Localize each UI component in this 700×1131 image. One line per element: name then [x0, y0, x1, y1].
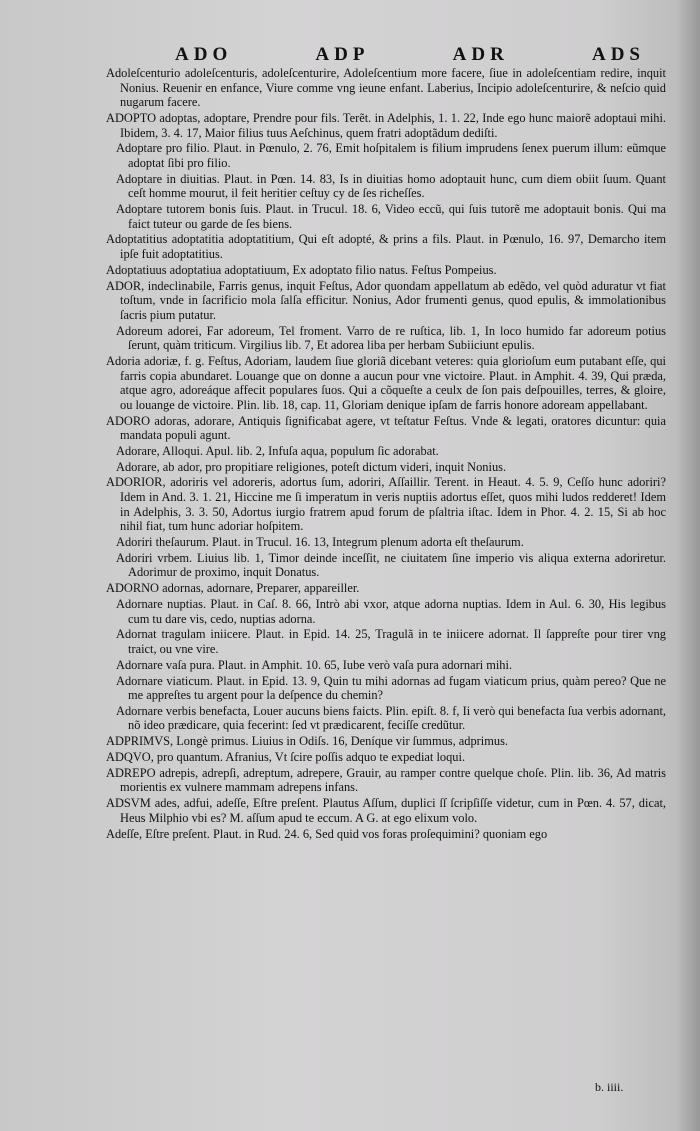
- dictionary-entry: Adorare, Alloqui. Apul. lib. 2, Infuſa aqua, populum ſic adorabat.: [116, 443, 439, 458]
- dictionary-entry: Adoriri theſaurum. Plaut. in Trucul. 16. 13, Integrum plenum adorta eſt theſaurum.: [116, 535, 524, 550]
- dictionary-entry: Adoleſcenturio adoleſcenturis, adoleſcenturire, Adoleſcentium more facere, ſiue in adoleſcentiam redire, inquit Nonius. Reuenir en enfance, Viure comme vng ieune enfant. Laberius, Incipio adoleſcenturire, & neſcio quid nugarum facere.: [106, 66, 666, 110]
- running-head-word: ADP: [315, 44, 370, 65]
- dictionary-entry: ADOPTO adoptas, adoptare, Prendre pour fils. Terẽt. in Adelphis, 1. 1. 22, Inde ego hunc maiorẽ adoptaui mihi. Ibidem, 3. 4. 17, Maior filius tuus Aeſchinus, quem fratri adoptãdum dediſti.: [106, 110, 666, 140]
- running-head-word: ADO: [175, 44, 233, 65]
- dictionary-entry: Adornare viaticum. Plaut. in Epid. 13. 9, Quin tu mihi adornas ad fugam viaticum prius, quàm pereo? Que ne me appreſtes tu argent pour la deſpence du chemin?: [116, 673, 666, 703]
- dictionary-entry: Adornare verbis benefacta, Louer aucuns biens faicts. Plin. epiſt. 8. f, Ii verò qui benefacta ſua verbis adornant, nõ ideo prædicare, quia fecerint: ſed vt prædicarent, feciſſe credũtur.: [116, 703, 666, 733]
- dictionary-entry: ADORNO adornas, adornare, Preparer, appareiller.: [106, 581, 360, 596]
- dictionary-entry: Adoptare in diuitias. Plaut. in Pœn. 14. 83, Is in diuitias homo adoptauit hunc, cum diem obiit ſuum. Quant ceſt homme mourut, il feit heritier ceſtuy cy de ſes richeſſes.: [116, 171, 666, 201]
- dictionary-entry: Adeſſe, Eſtre preſent. Plaut. in Rud. 24. 6, Sed quid vos foras proſequimini? quoniam ego: [106, 826, 548, 841]
- dictionary-entry: Adornare nuptias. Plaut. in Caſ. 8. 66, Intrò abi vxor, atque adorna nuptias. Idem in Aul. 6. 30, His legibus cum tu dare vis, cedo, nuptias adorna.: [116, 596, 666, 626]
- dictionary-entry: Adoriri vrbem. Liuius lib. 1, Timor deinde inceſſit, ne ciuitatem ſine imperio vis aliqua externa adoriretur. Adorimur de proximo, inquit Donatus.: [116, 550, 666, 580]
- dictionary-entry: Adoptatiuus adoptatiua adoptatiuum, Ex adoptato filio natus. Feſtus Pompeius.: [106, 262, 497, 277]
- dictionary-entry: ADREPO adrepis, adrepſi, adreptum, adrepere, Grauir, au ramper contre quelque choſe. Plin. lib. 36, Ad matris morientis ex vulnere mammam adrepens infans.: [106, 765, 666, 795]
- dictionary-entry: ADPRIMVS, Longè primus. Liuius in Odiſs. 16, Deníque vir ſummus, adprimus.: [106, 734, 508, 749]
- dictionary-entry: Adoreum adorei, Far adoreum, Tel froment. Varro de re ruſtica, lib. 1, In loco humido far adoreum potius ſerunt, quàm triticum. Virgilius lib. 7, Et adorea liba per herbam Subiiciunt epulis.: [116, 323, 666, 353]
- running-head-word: ADR: [452, 44, 509, 65]
- dictionary-entry: ADORIOR, adoriris vel adoreris, adortus ſum, adoriri, Aſſaillir. Terent. in Heaut. 4. 5. 9, Ceſſo hunc adoriri? Idem in And. 3. 1. 21, Hiccine me ſi imperatum in veris nuptiis adortus eſſet, quos mihi ludos redderet! Idem in Adelphis, 3. 3. 50, Adortus iurgio fratrem apud forum de pſaltria iſtac. Idem in Phor. 4. 2. 15, Si ab hoc nihil fiat, tum hunc adoriar hoſpitem.: [106, 475, 666, 534]
- page-edge-shadow: [676, 0, 700, 1131]
- dictionary-entry: Adornare vaſa pura. Plaut. in Amphit. 10. 65, Iube verò vaſa pura adornari mihi.: [116, 657, 513, 672]
- dictionary-entry: Adoptatitius adoptatitia adoptatitium, Qui eſt adopté, & prins a fils. Plaut. in Pœnulo, 16. 97, Demarcho item ipſe fuit adoptatitius.: [106, 232, 666, 262]
- dictionary-entry: Adoptare tutorem bonis ſuis. Plaut. in Trucul. 18. 6, Video eccũ, qui ſuis tutorẽ me adoptauit bonis. Qui ma faict tuteur ou garde de ſes biens.: [116, 202, 666, 231]
- dictionary-entry: ADSVM ades, adfui, adeſſe, Eſtre preſent. Plautus Aſſum, duplici ſſ ſcripſiſſe videtur, cum in Pœn. 4. 57, dicat, Heus Milphio vbi es? M. aſſum apud te eccum. A G. at ego elixum volo.: [106, 796, 666, 825]
- running-head-word: ADS: [591, 44, 645, 65]
- dictionary-entry: Adornat tragulam iniicere. Plaut. in Epid. 14. 25, Tragulã in te iniicere adornat. Il ſappreſte pour tirer vng traict, ou vne vire.: [116, 627, 666, 656]
- dictionary-entry: Adorare, ab ador, pro propitiare religiones, poteſt dictum videri, inquit Nonius.: [116, 459, 507, 474]
- entry-column: [106, 66, 666, 842]
- dictionary-entry: Adoria adoriæ, f. g. Feſtus, Adoriam, laudem ſiue gloriã dicebant veteres: quia glorioſum eum putabant eſſe, qui farris copia abundaret. Louange que on donne a aucun pour vne victoire. Plaut. in Amphit. 4. 39, Qui præda, atque agro, adoreáque affecit populares ſuos. Qui a cõqueſte a ceulx de ſon pais deſpouilles, terres, & gloire, ou louange de victoire. Plin. lib. 18, cap. 11, Gloriam denique ipſam de farris honore adoream appellabant.: [106, 353, 666, 412]
- dictionary-entry: ADQVO, pro quantum. Afranius, Vt ſcire poſſis adquo te expediat loqui.: [106, 750, 466, 765]
- running-head: [175, 44, 645, 66]
- dictionary-entry: ADOR, indeclinabile, Farris genus, inquit Feſtus, Ador quondam appellatum ab edẽdo, vel quòd aduratur vt fiat toſtum, vnde in ſacrificio mola ſalſa efficitur. Nonius, Ador frumenti genus, quod epulis, & immolationibus ſacris pium putatur.: [106, 278, 666, 322]
- dictionary-entry: Adoptare pro filio. Plaut. in Pœnulo, 2. 76, Emit hoſpitalem is filium imprudens ſenex puerum illum: eũmque adoptat ſibi pro filio.: [116, 141, 666, 170]
- dictionary-entry: ADORO adoras, adorare, Antiquis ſignificabat agere, vt teſtatur Feſtus. Vnde & legati, oratores dicuntur: quia mandata populi agunt.: [106, 413, 666, 443]
- catchword: b. iiii.: [595, 1080, 624, 1094]
